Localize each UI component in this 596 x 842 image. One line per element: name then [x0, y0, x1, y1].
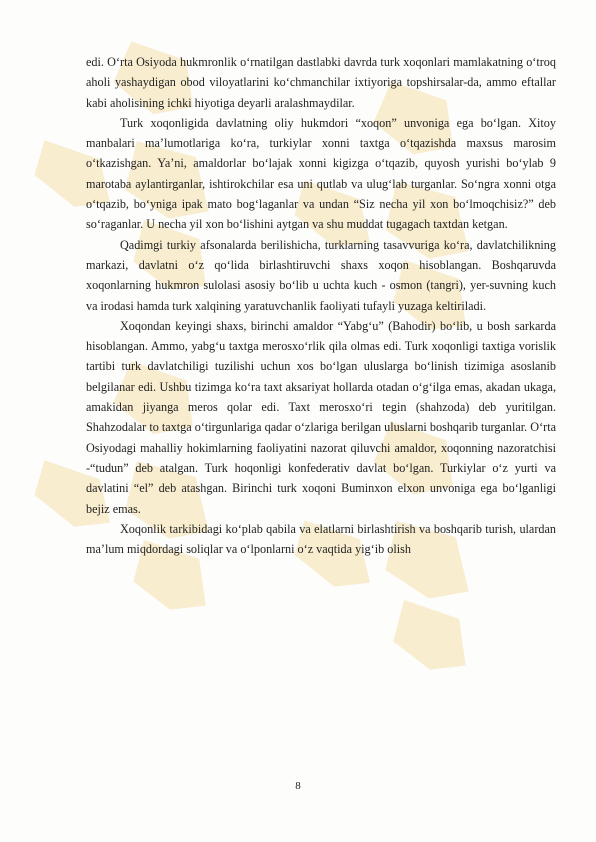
paragraph: Xoqondan keyingi shaxs, birinchi amaldor “Yabg‘u” (Bahodir) bo‘lib, u bosh sarkarda hisoblangan. Ammo, yabg‘u taxtga merosxo‘rlik qila olmas edi. Turk xoqonligi taxtiga vorislik tartibi turk davlatchiligi tuzilishi uchun xos bo‘lgan uluslarga bo‘linish tizimiga asoslanib belgilanar edi. Ushbu tizimga ko‘ra taxt aksariyat hollarda otadan o‘g‘ilga emas, akadan ukaga, amakidan jiyanga meros qolar edi. Taxt merosxo‘ri tegin (shahzoda) deb yuritilgan. Shahzodalar to taxtga o‘tirgunlariga qadar o‘zlariga berilgan uluslarni boshqarib turganlar. O‘rta Osiyodagi mahalliy hokimlarning faoliyatini nazorat qiluvchi amaldor, xoqonning nazoratchisi -“tudun” deb atalgan. Turk hoqonligi konfederativ davlat bo‘lgan. Turkiylar o‘z yurti va davlatini “el” deb atashgan. Birinchi turk xoqoni Buminxon elxon unvoniga ega bo‘lganligi bejiz emas.	[86, 318, 556, 516]
paragraph: Xoqonlik tarkibidagi ko‘plab qabila va elatlarni birlashtirish va boshqarib turish, ulardan ma’lum miqdordagi soliqlar va o‘lponlarni o‘z vaqtida yig‘ib olish	[86, 521, 556, 557]
body-text	[86, 52, 556, 559]
watermark-shape	[377, 581, 485, 692]
paragraph: Qadimgi turkiy afsonalarda berilishicha, turklarning tasavvuriga ko‘ra, davlatchilikning markazi, davlatni o‘z qo‘lida birlashtiruvchi shaxs xoqon hisoblangan. Boshqaruvda xoqonlarning hukmron sulolasi asosiy bo‘lib u uchta kuch - osmon (tangri), yer-suvning kuch va irodasi hamda turk xalqining yaratuvchanlik faoliyati tufayli yuzaga keltiriladi.	[86, 237, 556, 313]
paragraph: Turk xoqonligida davlatning oliy hukmdori “xoqon” unvoniga ega bo‘lgan. Xitoy manbalari ma’lumotlariga ko‘ra, turkiylar xonni taxtga o‘tqazishda maxsus marosim o‘tkazishgan. Ya’ni, amaldorlar bo‘lajak xonni kigizga o‘tqazib, quyosh yurishi bo‘ylab 9 marotaba aylantirganlar, ishtirokchilar esa uni qutlab va ulug‘lab turganlar. So‘ngra xonni otga o‘tqazib, bo‘yniga ipak mato bog‘laganlar va undan “Siz necha yil xon bo‘lmoqchisiz?” deb so‘raganlar. U necha yil xon bo‘lishini aytgan va shu muddat tugagach taxtdan ketgan.	[86, 115, 556, 232]
paragraph-continued: edi. O‘rta Osiyoda hukmronlik o‘rnatilgan dastlabki davrda turk xoqonlari mamlakatning o‘troq aholi yashaydigan obod viloyatlarini ko‘chmanchilar ixtiyoriga topshirsalar-da, ammo eftallar kabi aholisining ichki hiyotiga deyarli aralashmaydilar.	[86, 55, 556, 110]
page-number: 8	[295, 780, 301, 792]
